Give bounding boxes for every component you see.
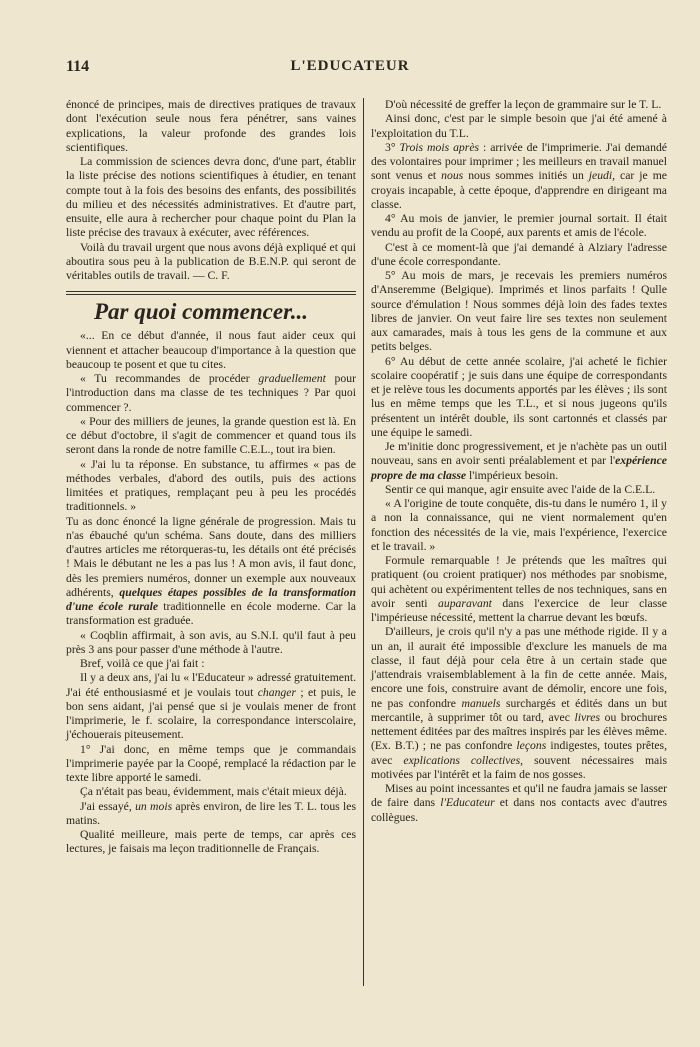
right-column	[371, 98, 667, 825]
body-paragraph: 3° Trois mois après : arrivée de l'imprimerie. J'ai demandé des volontaires pour imprimer ; les meilleurs en travail manuel sont venus et nous nous sommes initiés un jeudi, car je me croyais incapable, à cette époque, d'apprendre en dirigeant ma classe.	[371, 140, 667, 211]
page-header	[62, 58, 638, 82]
section-divider	[66, 294, 356, 295]
intro-paragraph: Voilà du travail urgent que nous avons déjà expliqué et qui aboutira sous peu à la publication de B.E.N.P. qui seront de véritables outils de travail. — C. F.	[66, 240, 356, 282]
body-paragraph: Mises au point incessantes et qu'il ne faudra jamais se lasser de faire dans l'Educateur et dans nos contacts avec d'autres collègues.	[371, 782, 667, 824]
body-paragraph: 5° Au mois de mars, je recevais les premiers numéros d'Anseremme (Belgique). Imprimés et linos parfaits ! Qulle source d'émulation ! Nous sommes déjà loin des fades textes libres de janvier. On veut faire lire ses textes non seulement aux camarades, mais à tous les gens de la commune et aux petits belges.	[371, 269, 667, 354]
body-paragraph: J'ai essayé, un mois après environ, de lire les T. L. tous les matins.	[66, 799, 356, 827]
body-paragraph: «... En ce début d'année, il nous faut aider ceux qui viennent et attacher beaucoup d'importance à la question que beaucoup te posent et que tu cites.	[66, 329, 356, 371]
body-paragraph: Je m'initie donc progressivement, et je n'achète pas un outil nouveau, sans en avoir senti préalablement et par l'expérience propre de ma classe l'impérieux besoin.	[371, 440, 667, 482]
body-paragraph: 4° Au mois de janvier, le premier journal sortait. Il était vendu au profit de la Coopé, aux parents et amis de l'école.	[371, 212, 667, 240]
body-paragraph: C'est à ce moment-là que j'ai demandé à Alziary l'adresse d'une école correspondante.	[371, 240, 667, 268]
body-paragraph: « J'ai lu ta réponse. En substance, tu affirmes « pas de méthodes verbales, d'abord des outils, puis des actions limitées et pratiques, remplaçant peu à peu les procédés traditionnels. »	[66, 457, 356, 514]
body-paragraph: Bref, voilà ce que j'ai fait :	[80, 657, 205, 670]
body-paragraph: « Coqblin affirmait, à son avis, au S.N.I. qu'il faut à peu près 3 ans pour passer d'une méthode à l'autre.	[66, 628, 356, 656]
body-paragraph: D'où nécessité de greffer la leçon de grammaire sur le T. L.	[385, 98, 662, 111]
body-paragraph: Sentir ce qui manque, agir ensuite avec l'aide de la C.E.L.	[385, 482, 656, 496]
body-paragraph: D'ailleurs, je crois qu'il n'y a pas une méthode rigide. Il y a un an, il aurait été impossible d'exclure les manuels de ma classe, il faut déjà pour cela être à un certain stade que j'attendrais vraisemblablement à la fin de cette année. Mais, encore une fois, construire avant de démolir, encore une fois, ne pas confondre manuels surchargés et édités dans un but mercantile, à supprimer tôt ou tard, avec livres ou brochures nettement éditées par des maîtres inspirés par les élèves même. (Ex. B.T.) ; ne pas confondre leçons indigestes, toutes prêtes, avec explications collectives, souvent nécessaires mais motivées par l'intérêt et la faim de nos gosses.	[371, 625, 668, 781]
body-paragraph: « Pour des milliers de jeunes, la grande question est là. En ce début d'octobre, il s'agit de commencer et quand tous ils seront dans la ronde de notre famille C.E.L., tout ira bien.	[66, 414, 356, 457]
left-column	[66, 98, 356, 857]
body-paragraph: Tu as donc énoncé la ligne générale de progression. Mais tu n'as ébauché qu'un schéma. Sans doute, dans des milliers d'autres articles me rétorqueras-tu, les détails ont été précisés ! Mais le débutant ne les a pas lus ! A mon avis, il faut donc, dès les premiers numéros, donner un exemple aux nouveaux adhérents, quelques étapes possibles de la transformation d'une école rurale traditionnelle en école moderne. Car la transformation est graduée.	[66, 514, 356, 628]
section-divider	[66, 291, 356, 292]
body-paragraph: Formule remarquable ! Je prétends que les maîtres qui pratiquent (ou croient pratiquer) nos méthodes par snobisme, qui achètent ou expérimentent telles de nos techniques, sans en avoir senti auparavant dans l'exercice de leur classe l'impérieuse nécessité, mettent la charrue devant les bœufs.	[371, 554, 667, 624]
body-paragraph: 6° Au début de cette année scolaire, j'ai acheté le fichier scolaire coopératif ; je suis dans une équipe de correspondants et je relève tous les documents apportés par les élèves ; ils sont lus en même temps que les T.L., et si nous jugeons qu'ils présentent un intérêt double, ils sont cartonnés et classés par une équipe le samedi.	[371, 354, 667, 439]
page-number: 114	[66, 58, 90, 75]
intro-paragraph: La commission de sciences devra donc, d'une part, établir la liste précise des notions scientifiques à étudier, en tenant compte tout à la fois des besoins des enfants, des possibilités du milieu et des nécessités administratives. Et d'autre part, ensuite, elle aura à rechercher pour chaque point du Plan la liste précise des travaux à exécuter, avec références.	[66, 155, 356, 240]
body-paragraph: Ça n'était pas beau, évidemment, mais c'était mieux déjà.	[80, 785, 347, 799]
column-divider	[363, 98, 364, 986]
article-title: Par quoi commencer...	[94, 299, 309, 325]
intro-paragraph: énoncé de principes, mais de directives pratiques de travaux dont l'exécution seule nous fera pénétrer, sans vaines explications, la valeur profonde des grandes lois scientifiques.	[66, 98, 356, 154]
body-paragraph: « A l'origine de toute conquête, dis-tu dans le numéro 1, il y a non la connaissance, qui ne vient normalement qu'en fonction des nécessités de la vie, mais l'expérience, l'exercice et le travail. »	[371, 497, 667, 553]
body-paragraph: Il y a deux ans, j'ai lu « l'Educateur » adressé gratuitement. J'ai été enthousiasmé et je voulais tout changer ; et puis, le bon sens aidant, j'ai pensé que si je voulais mener de front l'imprimerie, le f. scolaire, la correspondance interscolaire, j'échouerais piteusement.	[66, 671, 356, 742]
body-paragraph: 1° J'ai donc, en même temps que je commandais l'imprimerie payée par la Coopé, remplacé la rédaction par le texte libre apporté le samedi.	[66, 742, 356, 784]
body-paragraph: « Tu recommandes de procéder graduellement pour l'introduction dans ma classe de tes techniques ? Par quoi commencer ?.	[66, 372, 356, 414]
journal-title: L'EDUCATEUR	[290, 58, 410, 74]
body-paragraph: Qualité meilleure, mais perte de temps, car après ces lectures, je faisais ma leçon traditionnelle de Français.	[66, 828, 356, 856]
body-paragraph: Ainsi donc, c'est par le simple besoin que j'ai été amené à l'exploitation du T.L.	[371, 112, 667, 140]
